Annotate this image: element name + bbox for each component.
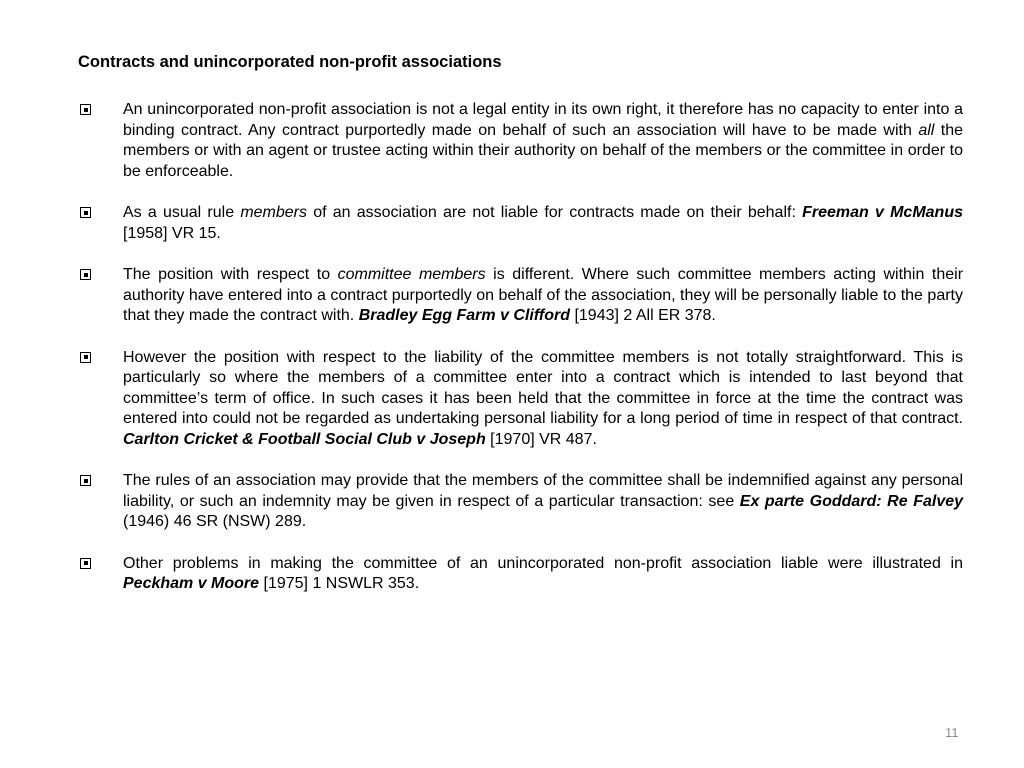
- bullet-item: [78, 471, 963, 533]
- page-number: 11: [945, 725, 959, 740]
- bullet-text: [123, 554, 963, 595]
- case-citation: Carlton Cricket & Football Social Club v Joseph: [123, 430, 486, 448]
- text-run: the members or with an agent or trustee acting within their authority on behalf of the members or the committee in order to be enforceable.: [123, 121, 964, 180]
- text-run: The rules of an association may provide that the members of the committee shall be indemnified against any personal liability, or such an indemnity may be given in respect of a particular transaction: see: [123, 472, 963, 510]
- text-run: [1943] 2 All ER 378.: [570, 307, 716, 324]
- bullet-item: [78, 554, 963, 595]
- text-run: is different. Where such committee members acting within their authority have entered into a contract purportedly on behalf of the association, they will be personally liable to the party that they made the contract with.: [123, 266, 964, 324]
- square-bullet-icon: [80, 352, 91, 363]
- bullet-list: [78, 100, 963, 616]
- case-citation: Freeman v McManus: [802, 204, 964, 221]
- square-bullet-icon: [80, 269, 91, 280]
- text-run: [1970] VR 487.: [485, 430, 597, 448]
- text-run: (1946) 46 SR (NSW) 289.: [123, 513, 307, 530]
- text-run: [1958] VR 15.: [123, 224, 221, 242]
- text-run: Other problems in making the committee of an unincorporated non-profit association liable were illustrated in: [123, 554, 963, 572]
- bullet-item: [78, 348, 963, 451]
- bullet-text: [123, 471, 963, 533]
- square-bullet-icon: [80, 207, 91, 218]
- case-citation: Peckham v Moore: [123, 575, 260, 592]
- text-run: The position with respect to: [123, 266, 338, 283]
- square-bullet-icon: [80, 104, 91, 115]
- square-bullet-icon: [80, 558, 91, 569]
- bullet-text: [123, 348, 963, 451]
- bullet-text: [123, 100, 963, 182]
- text-run: [1975] 1 NSWLR 353.: [259, 575, 420, 592]
- bullet-text: [123, 203, 963, 244]
- case-citation: Ex parte Goddard: Re Falvey: [739, 492, 964, 510]
- emphasis-text: committee members: [337, 266, 486, 283]
- bullet-text: [123, 265, 963, 327]
- bullet-item: [78, 203, 963, 244]
- text-run: As a usual rule: [123, 204, 241, 221]
- emphasis-text: members: [240, 204, 307, 221]
- square-bullet-icon: [80, 475, 91, 486]
- bullet-item: [78, 100, 963, 182]
- text-run: An unincorporated non-profit association is not a legal entity in its own right, it therefore has no capacity to enter into a binding contract. Any contract purportedly made on behalf of such an association will have to be made with: [123, 101, 963, 139]
- slide-title: Contracts and unincorporated non-profit associations: [78, 53, 502, 71]
- case-citation: Bradley Egg Farm v Clifford: [358, 307, 570, 324]
- bullet-item: [78, 265, 963, 327]
- emphasis-text: all: [918, 121, 935, 139]
- text-run: However the position with respect to the liability of the committee members is not totally straightforward. This is particularly so where the members of a committee enter into a contract which is intended to last beyond that committee’s term of office. In such cases it has been held that the committee in force at the time the contract was entered into could not be regarded as undertaking personal liability for a long period of time in respect of that contract.: [123, 348, 963, 427]
- text-run: of an association are not liable for contracts made on their behalf:: [307, 204, 803, 221]
